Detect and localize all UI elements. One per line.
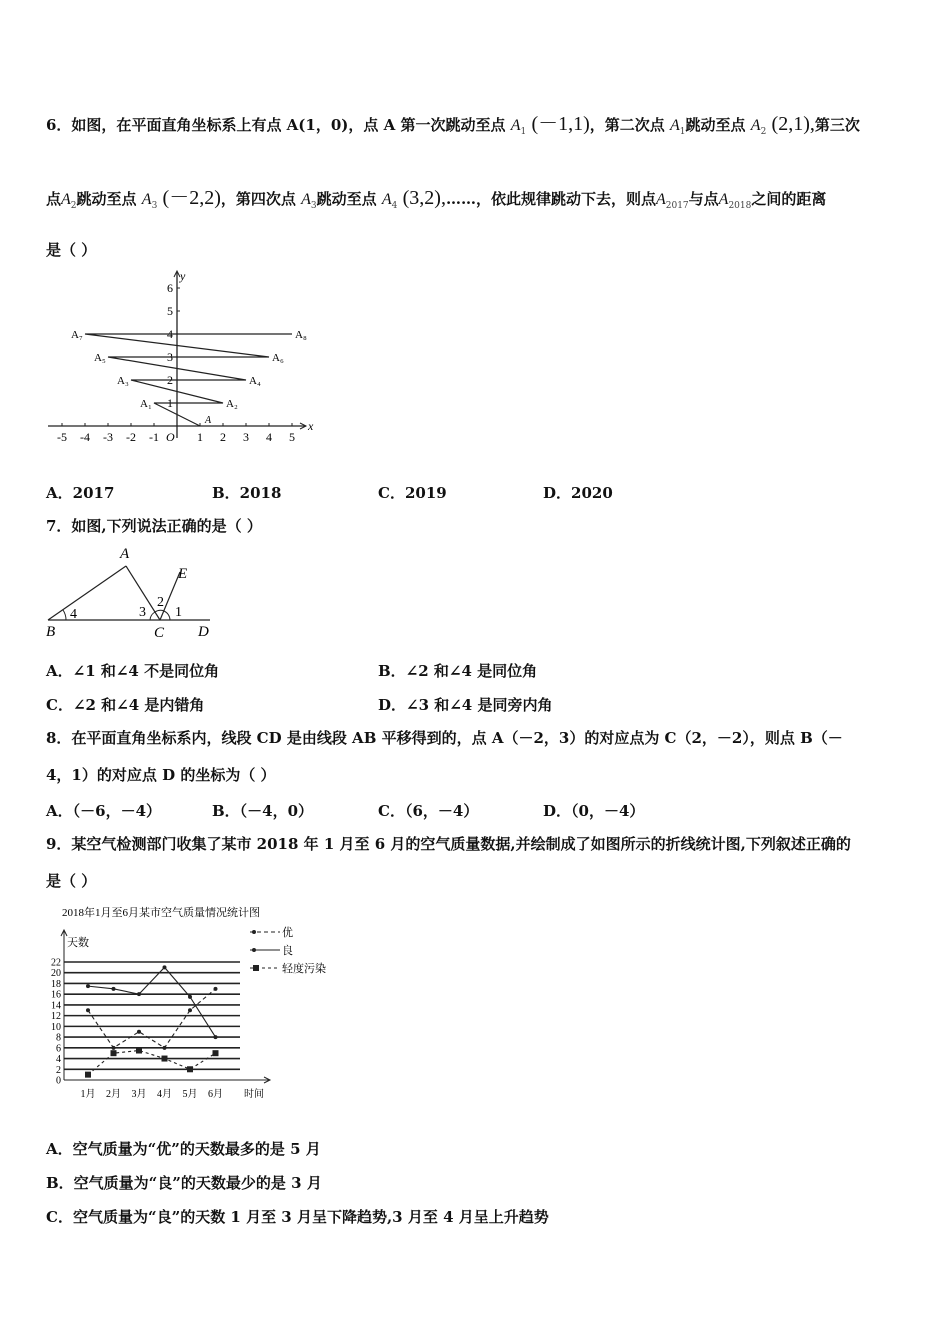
label-a: A xyxy=(120,546,130,562)
q6-line1 xyxy=(46,114,860,142)
coordinate: (3,2), xyxy=(402,187,446,209)
x-tick-label: 5月 xyxy=(182,1089,198,1100)
air-quality-line-chart xyxy=(44,900,344,1106)
point-label: A xyxy=(718,191,729,208)
x-tick-label: 4 xyxy=(266,430,272,444)
angle-label-1: 1 xyxy=(175,605,182,620)
y-tick-label: 16 xyxy=(51,989,61,1001)
point-label: A xyxy=(670,117,680,134)
y-axis-label: y xyxy=(180,269,186,283)
data-point xyxy=(188,995,192,999)
q6-text: 跳动至点 xyxy=(76,190,137,208)
angle-arc-1 xyxy=(164,611,170,620)
y-tick-label: 10 xyxy=(51,1021,61,1033)
y-tick-label: 3 xyxy=(167,350,173,364)
subscript: 3 xyxy=(310,201,317,211)
q6-text: 点 xyxy=(46,190,62,208)
subscript: 1 xyxy=(520,127,527,137)
angle-label-3: 3 xyxy=(139,605,146,620)
line-ba xyxy=(48,566,126,620)
series-line xyxy=(88,989,216,1048)
q7-stem: 7．如图,下列说法正确的是（ ） xyxy=(46,517,262,535)
series-line xyxy=(88,1051,216,1075)
data-point xyxy=(163,1046,167,1050)
angle-label-2: 2 xyxy=(157,595,164,610)
x-tick-label: 3 xyxy=(243,430,249,444)
legend-label: 良 xyxy=(282,945,293,957)
jump-point-label: A₅ xyxy=(94,352,106,364)
subscript: 2017 xyxy=(665,201,689,211)
data-point xyxy=(214,1035,218,1039)
q9-option-c[interactable]: C．空气质量为“良”的天数 1 月至 3 月呈下降趋势,3 月至 4 月呈上升趋势 xyxy=(46,1208,549,1226)
q8-line2: 4，1）的对应点 D 的坐标为（ ） xyxy=(46,766,276,784)
data-point xyxy=(85,1072,91,1078)
x-tick-label: -4 xyxy=(80,430,90,444)
coordinate-plane-figure xyxy=(44,268,324,448)
legend-marker xyxy=(252,948,256,952)
y-tick-label: 1 xyxy=(167,396,173,410)
q9-option-a[interactable]: A．空气质量为“优”的天数最多的是 5 月 xyxy=(46,1140,321,1158)
angle-label-4: 4 xyxy=(70,607,77,622)
y-tick-label: 2 xyxy=(56,1064,61,1076)
q6-option-d[interactable]: D．2020 xyxy=(543,484,613,502)
q6-text: 之间的距离 xyxy=(751,190,827,208)
data-point xyxy=(188,1008,192,1012)
q6-option-b[interactable]: B．2018 xyxy=(212,484,282,502)
q6-line3: 是（ ） xyxy=(46,241,97,259)
q6-line2 xyxy=(46,188,826,216)
q6-text: 跳动至点 xyxy=(685,116,746,134)
q7-option-d[interactable]: D．∠3 和∠4 是同旁内角 xyxy=(378,696,553,714)
legend-label: 轻度污染 xyxy=(282,963,326,975)
point-label: A xyxy=(750,117,761,134)
angle-arc-4 xyxy=(63,610,66,620)
q8-option-a[interactable]: A．（－6，－4） xyxy=(46,802,162,820)
q8-option-d[interactable]: D．（0，－4） xyxy=(543,802,645,820)
x-tick-label: -3 xyxy=(103,430,113,444)
label-d: D xyxy=(198,624,209,640)
q6-option-c[interactable]: C．2019 xyxy=(378,484,447,502)
q6-text: 与点 xyxy=(688,190,719,208)
y-tick-label: 0 xyxy=(56,1075,61,1087)
angle-arc-2 xyxy=(155,610,164,612)
q8-option-b[interactable]: B．（－4，0） xyxy=(212,802,314,820)
x-tick-label: 4月 xyxy=(157,1089,172,1100)
data-point xyxy=(162,1056,168,1062)
q6-text: 6．如图，在平面直角坐标系上有点 A(1，0)，点 A 第一次跳动至点 xyxy=(46,116,506,134)
data-point xyxy=(187,1066,193,1072)
jump-point-label: A₃ xyxy=(117,375,129,387)
y-tick-label: 4 xyxy=(167,327,173,341)
point-a-label: A xyxy=(205,415,212,426)
point-label: A xyxy=(655,191,666,208)
subscript: 4 xyxy=(391,201,398,211)
subscript: 2 xyxy=(70,201,77,211)
data-point xyxy=(213,1050,219,1056)
y-tick-label: 4 xyxy=(56,1054,61,1066)
jump-point-label: A₆ xyxy=(272,352,284,364)
subscript: 3 xyxy=(151,201,158,211)
y-tick-label: 6 xyxy=(167,281,173,295)
data-point xyxy=(163,965,167,969)
jump-point-label: A₇ xyxy=(71,329,83,341)
label-b: B xyxy=(46,624,56,640)
legend-marker xyxy=(252,930,256,934)
y-tick-label: 14 xyxy=(51,1000,61,1012)
q6-text: 第三次 xyxy=(814,116,860,134)
point-label: A xyxy=(510,117,521,134)
point-label: A xyxy=(61,191,71,208)
angle-arc-3 xyxy=(150,612,155,620)
y-tick-label: 8 xyxy=(56,1032,61,1044)
data-point xyxy=(111,1050,117,1056)
chart-title: 2018年1月至6月某市空气质量情况统计图 xyxy=(62,907,260,919)
jump-point-label: A₈ xyxy=(295,329,307,341)
coordinate: (－1,1) xyxy=(531,113,590,135)
x-tick-label: 2月 xyxy=(106,1089,121,1100)
data-point xyxy=(112,1046,116,1050)
label-e: E xyxy=(178,566,188,582)
point-label: A xyxy=(301,191,311,208)
point-label: A xyxy=(381,191,392,208)
angle-figure xyxy=(44,544,224,640)
legend-label: 优 xyxy=(282,927,293,939)
data-point xyxy=(112,987,116,991)
coordinate: (2,1), xyxy=(771,113,815,135)
q7-option-b[interactable]: B．∠2 和∠4 是同位角 xyxy=(378,662,538,680)
x-tick-label: -1 xyxy=(149,430,159,444)
data-point xyxy=(137,992,141,996)
label-c: C xyxy=(154,625,165,640)
data-point xyxy=(137,1030,141,1034)
data-point xyxy=(136,1048,142,1054)
jump-point-label: A₁ xyxy=(140,398,152,410)
y-tick-label: 2 xyxy=(167,373,173,387)
y-tick-label: 18 xyxy=(51,978,61,990)
x-axis-label: 时间 xyxy=(244,1089,264,1100)
x-tick-label: 1月 xyxy=(80,1089,96,1100)
q9-line2: 是（ ） xyxy=(46,872,97,890)
q6-text: ……，依此规律跳动下去，则点 xyxy=(445,190,656,208)
x-tick-label: 6月 xyxy=(208,1089,223,1100)
subscript: 1 xyxy=(679,127,686,137)
jump-point-label: A₂ xyxy=(226,398,238,410)
q6-text: ，第二次点 xyxy=(589,116,665,134)
data-point xyxy=(86,1008,90,1012)
x-tick-label: 3月 xyxy=(131,1089,147,1100)
x-tick-label: -5 xyxy=(57,430,67,444)
y-tick-label: 12 xyxy=(51,1011,61,1023)
x-tick-label: 2 xyxy=(220,430,226,444)
coordinate: (－2,2) xyxy=(162,187,221,209)
q8-line1: 8．在平面直角坐标系内，线段 CD 是由线段 AB 平移得到的，点 A（－2，3）的对应点为 C（2，－2），则点 B（－ xyxy=(46,729,843,747)
y-tick-label: 5 xyxy=(167,304,173,318)
origin-label: O xyxy=(166,430,175,444)
q6-option-a[interactable]: A．2017 xyxy=(46,484,115,502)
subscript: 2018 xyxy=(728,201,752,211)
q9-option-b[interactable]: B．空气质量为“良”的天数最少的是 3 月 xyxy=(46,1174,322,1192)
q7-option-a[interactable]: A．∠1 和∠4 不是同位角 xyxy=(46,662,220,680)
jump-point-label: A₄ xyxy=(249,375,261,387)
y-tick-label: 22 xyxy=(51,957,61,969)
q7-option-c[interactable]: C．∠2 和∠4 是内错角 xyxy=(46,696,205,714)
x-tick-label: 5 xyxy=(289,430,295,444)
y-tick-label: 20 xyxy=(51,968,61,980)
y-tick-label: 6 xyxy=(56,1043,61,1055)
x-tick-label: -2 xyxy=(126,430,136,444)
q6-text: 跳动至点 xyxy=(316,190,377,208)
subscript: 2 xyxy=(760,127,767,137)
x-tick-label: 1 xyxy=(197,430,203,444)
data-point xyxy=(214,987,218,991)
data-point xyxy=(86,984,90,988)
x-axis-label: x xyxy=(308,419,314,433)
y-axis-label: 天数 xyxy=(67,937,89,949)
point-label: A xyxy=(141,191,152,208)
q9-line1: 9．某空气检测部门收集了某市 2018 年 1 月至 6 月的空气质量数据,并绘制成了如图所示的折线统计图,下列叙述正确的 xyxy=(46,835,851,853)
legend-marker xyxy=(253,965,259,971)
q6-text: ，第四次点 xyxy=(220,190,296,208)
q8-option-c[interactable]: C．（6，－4） xyxy=(378,802,479,820)
